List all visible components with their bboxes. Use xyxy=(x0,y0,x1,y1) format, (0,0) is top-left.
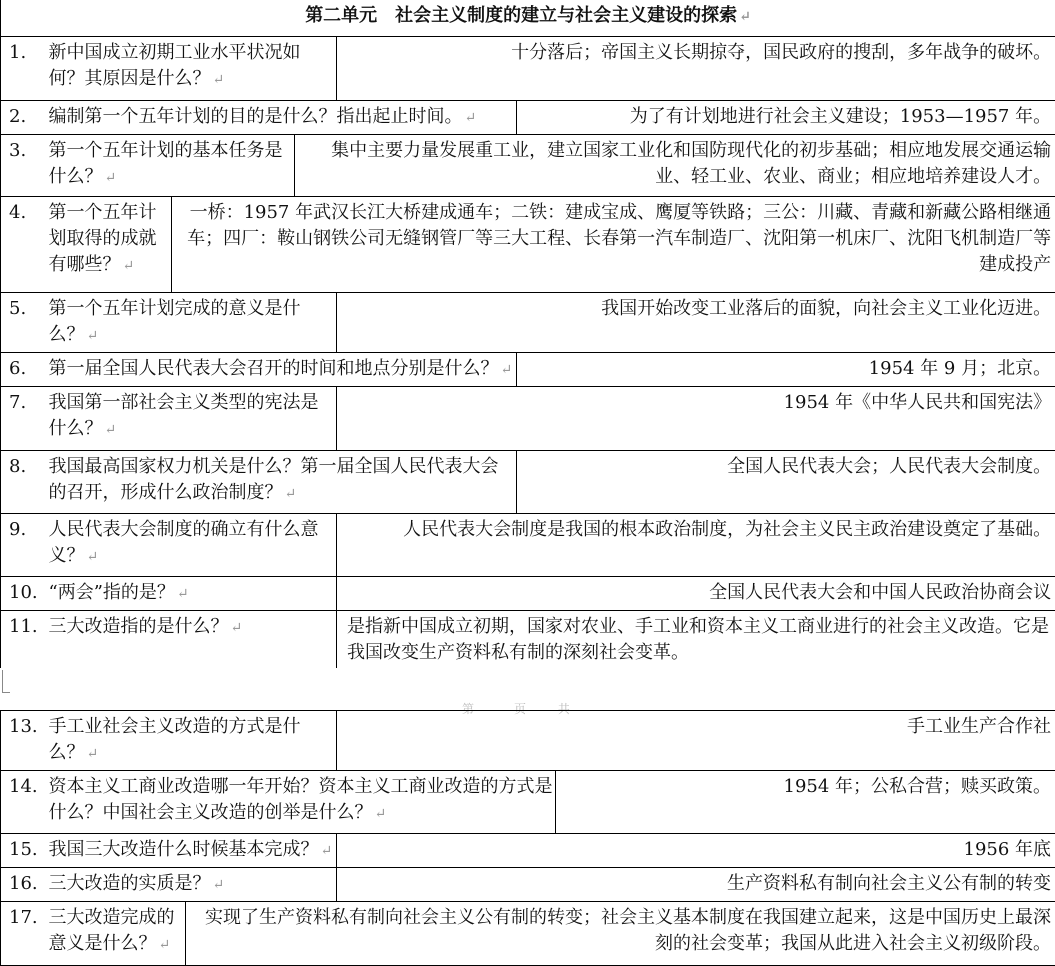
row-number: 16. xyxy=(1,868,49,902)
question-cell xyxy=(49,352,517,386)
question-text: 我国最高国家权力机关是什么？第一届全国人民代表大会的召开，形成什么政治制度？ xyxy=(49,456,499,503)
table-row xyxy=(1,771,1055,834)
answer-cell: 1954 年《中华人民共和国宪法》 xyxy=(337,386,1055,450)
row-number: 13. xyxy=(1,711,49,771)
answer-cell: 我国开始改变工业落后的面貌，向社会主义工业化迈进。 xyxy=(337,292,1055,352)
table-row xyxy=(1,450,1055,513)
row-number: 15. xyxy=(1,834,49,868)
page-break xyxy=(0,668,1055,709)
question-text: 三大改造的实质是？ xyxy=(49,873,211,894)
answer-cell: 人民代表大会制度是我国的根本政治制度，为社会主义民主政治建设奠定了基础。 xyxy=(337,513,1055,576)
paragraph-mark-icon: ↵ xyxy=(87,746,99,762)
paragraph-mark-icon: ↵ xyxy=(231,620,243,636)
answer-cell: 为了有计划地进行社会主义建设；1953—1957 年。 xyxy=(517,100,1055,134)
answer-cell: 全国人民代表大会和中国人民政治协商会议 xyxy=(337,576,1055,610)
question-text: 编制第一个五年计划的目的是什么？指出起止时间。 xyxy=(49,106,463,127)
paragraph-mark-icon: ↵ xyxy=(375,806,387,822)
row-number: 6. xyxy=(1,352,49,386)
row-number: 7. xyxy=(1,386,49,450)
question-cell xyxy=(49,100,517,134)
margin-marker xyxy=(2,670,10,693)
paragraph-mark-icon: ↵ xyxy=(213,877,225,893)
paragraph-mark-icon: ↵ xyxy=(123,258,135,274)
table-row xyxy=(1,134,1055,196)
table-row xyxy=(1,576,1055,610)
unit-title xyxy=(1,0,1055,36)
question-text: 三大改造完成的意义是什么？ xyxy=(49,907,175,954)
question-text: 三大改造指的是什么？ xyxy=(49,616,229,637)
question-cell xyxy=(49,134,295,196)
paragraph-mark-icon: ↵ xyxy=(87,549,99,565)
question-cell xyxy=(49,902,186,966)
question-cell xyxy=(49,386,337,450)
table-part-2 xyxy=(0,710,1055,966)
paragraph-mark-icon: ↵ xyxy=(105,422,117,438)
question-text: 第一个五年计划取得的成就有哪些？ xyxy=(49,202,157,275)
row-number: 2. xyxy=(1,100,49,134)
paragraph-mark-icon: ↵ xyxy=(177,586,189,602)
paragraph-mark-icon: ↵ xyxy=(465,110,477,126)
question-text: 资本主义工商业改造哪一年开始？资本主义工商业改造的方式是什么？中国社会主义改造的创举是什么？ xyxy=(49,776,553,823)
row-number: 9. xyxy=(1,513,49,576)
question-text: 我国第一部社会主义类型的宪法是什么？ xyxy=(49,392,319,439)
paragraph-mark-icon: ↵ xyxy=(159,937,171,953)
question-cell xyxy=(49,610,337,674)
question-cell xyxy=(49,36,337,100)
row-number: 1. xyxy=(1,36,49,100)
question-cell xyxy=(49,292,337,352)
paragraph-mark-icon: ↵ xyxy=(87,328,99,344)
question-text: “两会”指的是？ xyxy=(49,582,175,603)
answer-cell: 1954 年；公私合营；赎买政策。 xyxy=(556,771,1055,834)
row-number: 5. xyxy=(1,292,49,352)
table-row xyxy=(1,711,1055,771)
question-cell xyxy=(49,450,517,513)
question-cell xyxy=(49,196,172,292)
question-text: 新中国成立初期工业水平状况如何？其原因是什么？ xyxy=(49,42,301,89)
question-text: 我国三大改造什么时候基本完成？ xyxy=(49,839,319,860)
table-row xyxy=(1,292,1055,352)
paragraph-mark-icon: ↵ xyxy=(739,9,751,25)
table-row xyxy=(1,902,1055,966)
question-cell xyxy=(49,576,337,610)
table-row xyxy=(1,834,1055,868)
answer-cell: 一桥：1957 年武汉长江大桥建成通车；二铁：建成宝成、鹰厦等铁路；三公：川藏、青藏和新藏公路相继通车；四厂：鞍山钢铁公司无缝钢管厂等三大工程、长春第一汽车制造厂、沈阳第一机床厂、沈阳飞机制造厂等建成投产 xyxy=(172,196,1055,292)
answer-cell: 十分落后；帝国主义长期掠夺，国民政府的搜刮，多年战争的破坏。 xyxy=(337,36,1055,100)
question-text: 第一个五年计划的基本任务是什么？ xyxy=(49,140,283,187)
row-number: 11. xyxy=(1,610,49,674)
row-number: 14. xyxy=(1,771,49,834)
row-number: 8. xyxy=(1,450,49,513)
paragraph-mark-icon: ↵ xyxy=(321,843,333,859)
question-text: 手工业社会主义改造的方式是什么？ xyxy=(49,716,301,763)
question-cell xyxy=(49,513,337,576)
answer-cell: 1956 年底 xyxy=(337,834,1055,868)
question-text: 第一届全国人民代表大会召开的时间和地点分别是什么？ xyxy=(49,358,499,379)
answer-cell: 手工业生产合作社 xyxy=(337,711,1055,771)
row-number: 10. xyxy=(1,576,49,610)
table-row xyxy=(1,386,1055,450)
paragraph-mark-icon: ↵ xyxy=(501,362,513,378)
question-text: 第一个五年计划完成的意义是什么？ xyxy=(49,298,301,345)
answer-cell: 集中主要力量发展重工业，建立国家工业化和国防现代化的初步基础；相应地发展交通运输业、轻工业、农业、商业；相应地培养建设人才。 xyxy=(295,134,1055,196)
question-cell xyxy=(49,834,337,868)
question-cell xyxy=(49,711,337,771)
row-number: 17. xyxy=(1,902,49,966)
paragraph-mark-icon: ↵ xyxy=(105,170,117,186)
answer-cell: 生产资料私有制向社会主义公有制的转变 xyxy=(337,868,1055,902)
row-number: 4. xyxy=(1,196,49,292)
answer-cell: 是指新中国成立初期，国家对农业、手工业和资本主义工商业进行的社会主义改造。它是我国改变生产资料私有制的深刻社会变革。 xyxy=(337,610,1055,674)
paragraph-mark-icon: ↵ xyxy=(285,486,297,502)
question-cell xyxy=(49,868,337,902)
answer-cell: 实现了生产资料私有制向社会主义公有制的转变；社会主义基本制度在我国建立起来，这是中国历史上最深刻的社会变革；我国从此进入社会主义初级阶段。 xyxy=(186,902,1055,966)
answer-cell: 1954 年 9 月；北京。 xyxy=(517,352,1055,386)
table-row xyxy=(1,610,1055,674)
paragraph-mark-icon: ↵ xyxy=(213,72,225,88)
table-row xyxy=(1,868,1055,902)
row-number: 3. xyxy=(1,134,49,196)
unit-title-text: 第二单元 社会主义制度的建立与社会主义建设的探索 xyxy=(305,5,737,26)
question-text: 人民代表大会制度的确立有什么意义？ xyxy=(49,519,319,566)
table-row xyxy=(1,513,1055,576)
table-row xyxy=(1,100,1055,134)
question-cell xyxy=(49,771,556,834)
footer-fragment: 第 页 共 xyxy=(462,696,584,722)
answer-cell: 全国人民代表大会；人民代表大会制度。 xyxy=(517,450,1055,513)
table-row xyxy=(1,36,1055,100)
qa-table-2 xyxy=(0,710,1055,966)
table-row xyxy=(1,352,1055,386)
table-row xyxy=(1,196,1055,292)
